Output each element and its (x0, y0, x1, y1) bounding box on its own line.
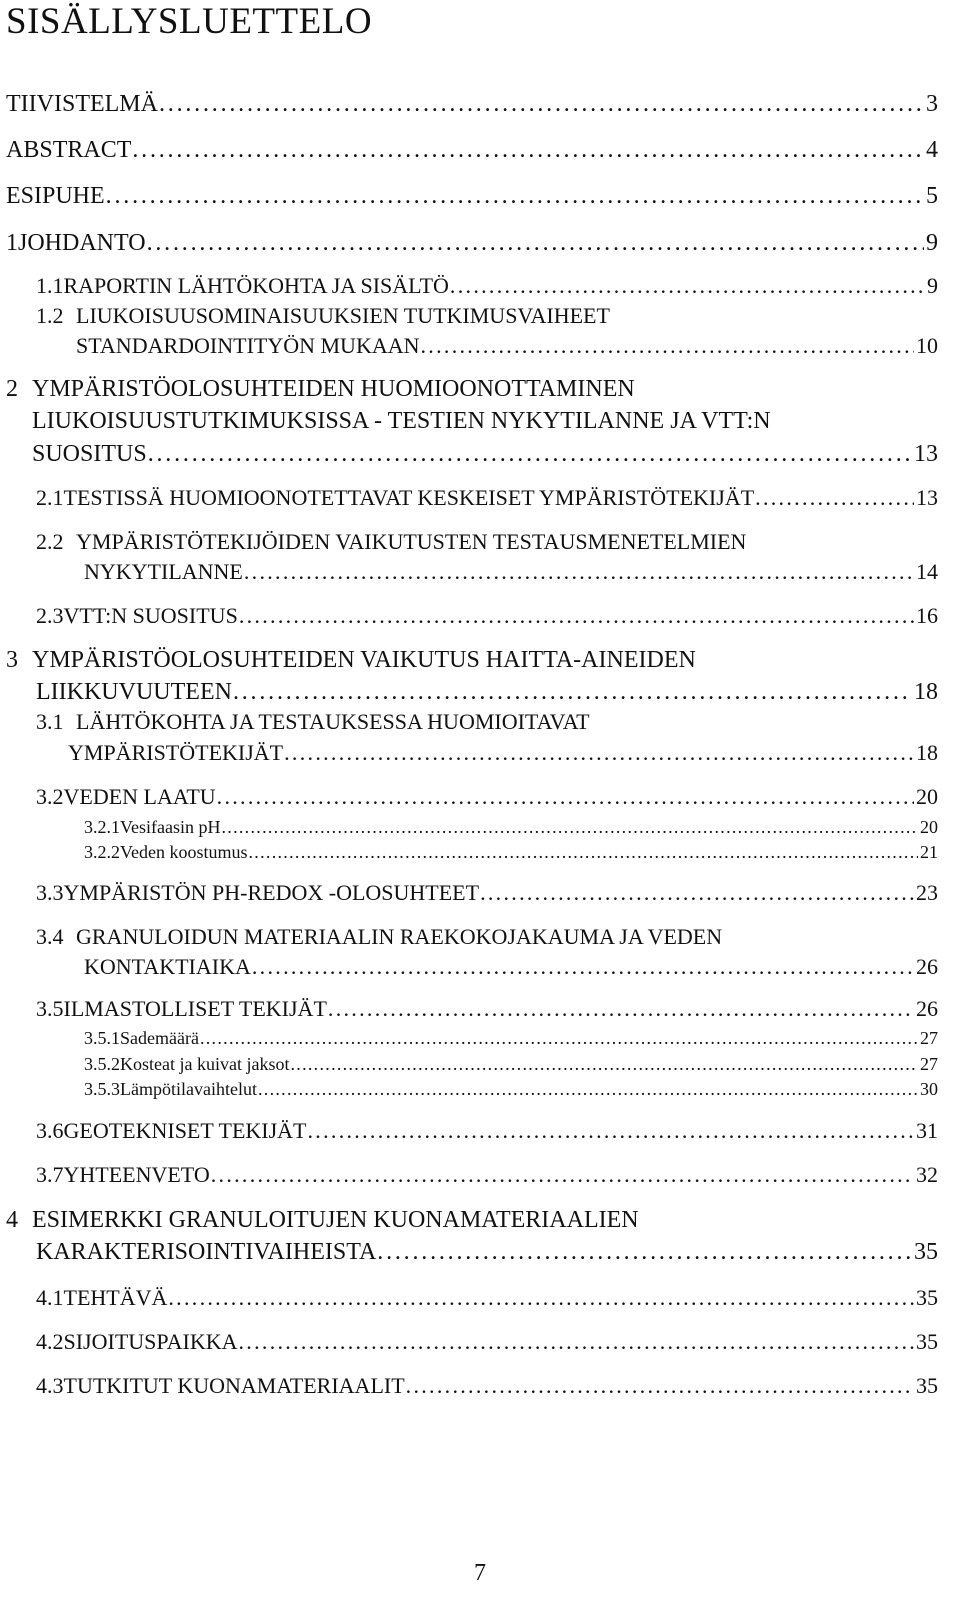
toc-entry-line (6, 646, 696, 674)
toc-entry-3-5[interactable] (36, 995, 938, 1023)
toc-entry-title: TUTKITUT KUONAMATERIAALIT (63, 1373, 405, 1398)
toc-entry-title: TESTISSÄ HUOMIOONOTETTAVAT KESKEISET YMPÄRISTÖTEKIJÄT (63, 485, 755, 510)
toc-entry-2-1[interactable] (36, 484, 938, 512)
toc-entry-number: 3.5.2 (84, 1054, 120, 1074)
toc-entry-title: LÄHTÖKOHTA JA TESTAUKSESSA HUOMIOITAVAT (76, 709, 590, 734)
toc-page-number: 4 (926, 137, 938, 163)
toc-page-number: 26 (916, 996, 938, 1021)
toc-entry-title: Kosteat ja kuivat jaksot (120, 1054, 290, 1074)
toc-entry-title: YHTEENVETO (63, 1162, 210, 1187)
toc-entry-number: 4.2 (36, 1329, 64, 1354)
dot-leader (377, 1238, 912, 1266)
toc-entry-title: JOHDANTO (18, 230, 146, 256)
toc-page-number: 21 (920, 842, 938, 862)
toc-entry-3-3[interactable] (36, 879, 938, 907)
dot-leader (244, 558, 914, 586)
toc-page-number: 20 (916, 784, 938, 809)
toc-entry-title: RAPORTIN LÄHTÖKOHTA JA SISÄLTÖ (63, 273, 449, 298)
toc-entry-3-5-3[interactable] (84, 1077, 938, 1101)
toc-entry-number: 2.1 (36, 485, 64, 510)
toc-page-number: 9 (927, 273, 938, 298)
dot-leader (328, 995, 914, 1023)
toc-page-number: 27 (920, 1028, 938, 1048)
toc-page-number: 20 (920, 817, 938, 837)
dot-leader (200, 1026, 918, 1050)
toc-entry-title-continued: KARAKTERISOINTIVAIHEISTA (36, 1239, 377, 1265)
toc-entry-title: VEDEN LAATU (63, 784, 216, 809)
toc-entry-title: ESIMERKKI GRANULOITUJEN KUONAMATERIAALIEN (32, 1207, 639, 1233)
toc-entry-title: VTT:N SUOSITUS (63, 603, 238, 628)
toc-entry-number: 2 (6, 376, 18, 402)
dot-leader (249, 840, 919, 864)
toc-entry-title-continued: NYKYTILANNE (84, 559, 243, 584)
toc-page-number: 10 (916, 333, 938, 358)
toc-page-number: 13 (916, 485, 938, 510)
toc-page-number: 16 (916, 603, 938, 628)
toc-entry-abstract[interactable] (6, 136, 938, 164)
toc-page-number: 35 (914, 1239, 938, 1265)
toc-entry-number: 3.4 (36, 924, 64, 949)
dot-leader (217, 783, 914, 811)
toc-entry-number: 3.2.2 (84, 842, 120, 862)
toc-entry-number: 4 (6, 1207, 18, 1233)
dot-leader (284, 739, 914, 767)
toc-entry-4-1[interactable] (36, 1284, 938, 1312)
toc-entry-line (6, 375, 635, 403)
toc-entry-title: LIUKOISUUSOMINAISUUKSIEN TUTKIMUSVAIHEET (76, 303, 610, 328)
toc-entry-title: SIJOITUSPAIKKA (63, 1329, 238, 1354)
dot-leader (159, 90, 924, 118)
toc-page-number: 5 (926, 183, 938, 209)
toc-entry-line (76, 332, 938, 360)
dot-leader (480, 879, 914, 907)
dot-leader (132, 136, 924, 164)
toc-entry-line (36, 528, 746, 556)
toc-entry-line (32, 407, 771, 435)
toc-entry-line (36, 678, 938, 706)
toc-page-number: 35 (916, 1373, 938, 1398)
toc-entry-title: Lämpötilavaihtelut (120, 1079, 257, 1099)
toc-page-number: 30 (920, 1079, 938, 1099)
dot-leader (221, 815, 918, 839)
toc-entry-line (68, 739, 938, 767)
toc-entry-3-7[interactable] (36, 1161, 938, 1189)
toc-entry-title-continued: LIIKKUVUUTEEN (36, 679, 232, 705)
dot-leader (239, 1328, 915, 1356)
toc-entry-number: 3.2.1 (84, 817, 120, 837)
toc-entry-title: YMPÄRISTÖOLOSUHTEIDEN VAIKUTUS HAITTA-AINEIDEN (32, 647, 696, 673)
toc-entry-3-2-2[interactable] (84, 840, 938, 864)
toc-entry-number: 3 (6, 647, 18, 673)
toc-entry-title: YMPÄRISTÖTEKIJÖIDEN VAIKUTUSTEN TESTAUSMENETELMIEN (76, 529, 747, 554)
toc-entry-4-2[interactable] (36, 1328, 938, 1356)
toc-entry-title: Veden koostumus (120, 842, 248, 862)
dot-leader (290, 1052, 918, 1076)
toc-entry-title: TIIVISTELMÄ (6, 91, 158, 117)
toc-entry-line (36, 708, 590, 736)
toc-entry-number: 3.5 (36, 996, 64, 1021)
toc-page-number: 31 (916, 1118, 938, 1143)
toc-page-number: 18 (916, 740, 938, 765)
toc-entry-number: 4.3 (36, 1373, 64, 1398)
dot-leader (308, 1117, 915, 1145)
page-number: 7 (474, 1560, 486, 1586)
toc-entry-number: 3.3 (36, 880, 64, 905)
dot-leader (258, 1077, 918, 1101)
toc-entry-number: 3.5.1 (84, 1028, 120, 1048)
toc-entry-number: 1.1 (36, 273, 64, 298)
toc-entry-tiivistelma[interactable] (6, 90, 938, 118)
toc-entry-number: 2.3 (36, 603, 64, 628)
toc-entry-2-3[interactable] (36, 602, 938, 630)
toc-entry-number: 3.7 (36, 1162, 64, 1187)
toc-entry-line (36, 923, 722, 951)
page-title: SISÄLLYSLUETTELO (6, 1, 373, 42)
toc-entry-title-continued: KONTAKTIAIKA (84, 954, 251, 979)
toc-entry-line (84, 953, 938, 981)
toc-entry-title: YMPÄRISTÖOLOSUHTEIDEN HUOMIOONOTTAMINEN (32, 376, 635, 402)
toc-entry-number: 3.2 (36, 784, 64, 809)
toc-entry-number: 3.6 (36, 1118, 64, 1143)
dot-leader (233, 678, 912, 706)
toc-entry-title-continued: STANDARDOINTITYÖN MUKAAN (76, 333, 420, 358)
toc-entry-number: 4.1 (36, 1285, 64, 1310)
dot-leader (406, 1372, 914, 1400)
toc-page-number: 14 (916, 559, 938, 584)
dot-leader (106, 182, 924, 210)
toc-page-number: 13 (914, 441, 938, 467)
toc-page-number: 32 (916, 1162, 938, 1187)
dot-leader (147, 229, 924, 257)
toc-entry-line (32, 440, 938, 468)
toc-entry-1-1[interactable] (36, 272, 938, 300)
toc-page-number: 23 (916, 880, 938, 905)
toc-entry-title: YMPÄRISTÖN PH-REDOX -OLOSUHTEET (63, 880, 480, 905)
dot-leader (239, 602, 914, 630)
toc-entry-title: TEHTÄVÄ (63, 1285, 168, 1310)
toc-entry-esipuhe[interactable] (6, 182, 938, 210)
toc-page-number: 3 (926, 91, 938, 117)
toc-entry-3-2-1[interactable] (84, 815, 938, 839)
dot-leader (211, 1161, 914, 1189)
toc-entry-number: 3.5.3 (84, 1079, 120, 1099)
toc-entry-line (36, 302, 610, 330)
toc-entry-title-continued: SUOSITUS (32, 441, 147, 467)
toc-entry-title: GRANULOIDUN MATERIAALIN RAEKOKOJAKAUMA JA VEDEN (76, 924, 723, 949)
toc-entry-title: ILMASTOLLISET TEKIJÄT (63, 996, 327, 1021)
toc-entry-title: Sademäärä (120, 1028, 199, 1048)
toc-entry-title: Vesifaasin pH (120, 817, 221, 837)
toc-page-number: 18 (914, 679, 938, 705)
toc-page-number: 35 (916, 1329, 938, 1354)
toc-page-number: 35 (916, 1285, 938, 1310)
toc-entry-title-continued: YMPÄRISTÖTEKIJÄT (68, 740, 284, 765)
dot-leader (148, 440, 912, 468)
dot-leader (450, 272, 925, 300)
toc-entry-title: ESIPUHE (6, 183, 105, 209)
toc-page-number: 9 (926, 230, 938, 256)
toc-entry-4-3[interactable] (36, 1372, 938, 1400)
toc-entry-number: 1 (6, 230, 18, 256)
toc-entry-number: 2.2 (36, 529, 64, 554)
toc-page-number: 27 (920, 1054, 938, 1074)
toc-entry-1[interactable] (6, 229, 938, 257)
toc-entry-line (84, 558, 938, 586)
toc-entry-3-2[interactable] (36, 783, 938, 811)
toc-entry-title: GEOTEKNISET TEKIJÄT (63, 1118, 307, 1143)
toc-entry-3-5-2[interactable] (84, 1052, 938, 1076)
toc-entry-number: 3.1 (36, 709, 64, 734)
toc-entry-line (36, 1238, 938, 1266)
toc-entry-title-continued: LIUKOISUUSTUTKIMUKSISSA - TESTIEN NYKYTILANNE JA VTT:N (32, 408, 771, 434)
toc-entry-3-6[interactable] (36, 1117, 938, 1145)
toc-entry-title: ABSTRACT (6, 137, 132, 163)
toc-page-number: 26 (916, 954, 938, 979)
toc-entry-line (6, 1206, 639, 1234)
dot-leader (168, 1284, 914, 1312)
dot-leader (252, 953, 914, 981)
dot-leader (421, 332, 915, 360)
dot-leader (755, 484, 914, 512)
toc-entry-3-5-1[interactable] (84, 1026, 938, 1050)
toc-entry-number: 1.2 (36, 303, 64, 328)
